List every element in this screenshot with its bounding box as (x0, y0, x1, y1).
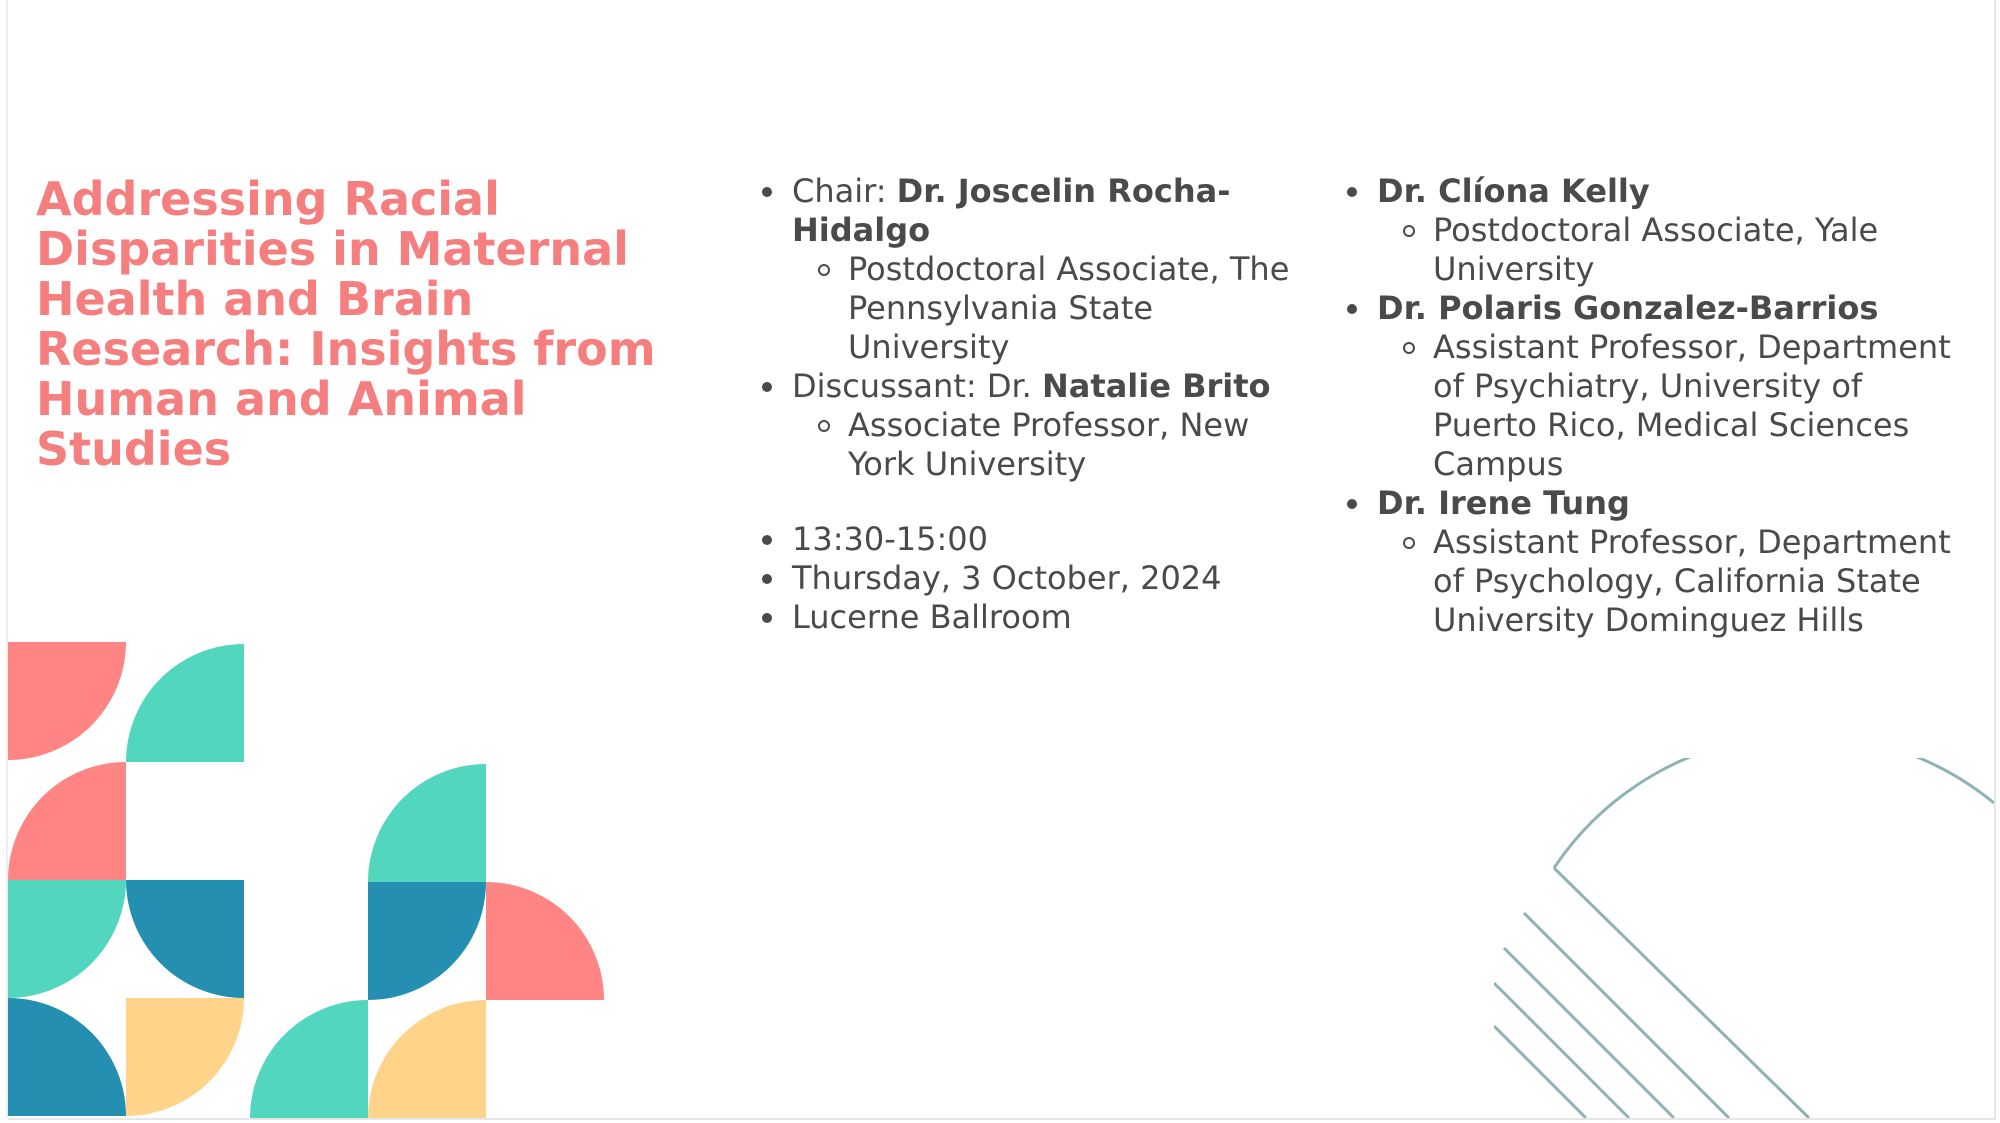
diagonal-line (1494, 1026, 1586, 1118)
session-info-column (758, 172, 1318, 637)
session-date: Thursday, 3 October, 2024 (792, 559, 1222, 597)
speaker-role: Assistant Professor, Department of Psychology, California State University Dominguez Hills (1433, 523, 1951, 639)
speaker-role-item (1343, 523, 1963, 640)
chair-name: Dr. Joscelin Rocha-Hidalgo (792, 172, 1231, 249)
session-location: Lucerne Ballroom (792, 598, 1072, 636)
discussant-item (758, 367, 1318, 406)
session-info-list (758, 172, 1318, 484)
quarter-circle-shape (126, 644, 244, 762)
speaker-name: Dr. Clíona Kelly (1377, 172, 1650, 210)
speaker-name-item (1343, 172, 1963, 211)
location-item (758, 598, 1318, 637)
speaker-role: Assistant Professor, Department of Psychiatry, University of Puerto Rico, Medical Sciences Campus (1433, 328, 1951, 483)
chair-role-item (758, 250, 1318, 367)
quarter-circle-shape (368, 882, 486, 1000)
chair-prefix: Chair: (792, 172, 897, 210)
quarter-circle-shape (126, 880, 244, 998)
quarter-circle-shape (8, 642, 126, 760)
quarter-circle-shape (250, 1000, 368, 1118)
speaker-role: Postdoctoral Associate, Yale University (1433, 211, 1879, 288)
speaker-name: Dr. Polaris Gonzalez-Barrios (1377, 289, 1879, 327)
logistics-list (758, 520, 1318, 637)
slide-title: Addressing Racial Disparities in Maternal Health and Brain Research: Insights from Human and Animal Studies (36, 172, 656, 476)
speakers-column (1343, 172, 1963, 640)
discussant-name: Natalie Brito (1042, 367, 1271, 405)
speakers-list (1343, 172, 1963, 640)
speaker-name: Dr. Irene Tung (1377, 484, 1630, 522)
diagonal-line (1494, 983, 1629, 1118)
speaker-name-item (1343, 289, 1963, 328)
discussant-prefix: Discussant: Dr. (792, 367, 1043, 405)
quarter-circle-shape (486, 882, 604, 1000)
speaker-role-item (1343, 211, 1963, 289)
arc-line (1554, 758, 1994, 868)
quarter-circle-shape (368, 1000, 486, 1118)
session-time: 13:30-15:00 (792, 520, 988, 558)
time-item (758, 520, 1318, 559)
date-item (758, 559, 1318, 598)
speaker-name-item (1343, 484, 1963, 523)
slide (8, 0, 1996, 1120)
discussant-role-item (758, 406, 1318, 484)
quarter-circle-shape (8, 880, 126, 998)
arc-lines-decoration (1494, 758, 1994, 1118)
chair-role: Postdoctoral Associate, The Pennsylvania State University (848, 250, 1290, 366)
geometric-mosaic-decoration (8, 640, 628, 1120)
speaker-role-item (1343, 328, 1963, 484)
diagonal-line (1504, 948, 1674, 1118)
quarter-circle-shape (8, 998, 126, 1116)
quarter-circle-shape (8, 762, 126, 880)
discussant-role: Associate Professor, New York University (848, 406, 1250, 483)
quarter-circle-shape (368, 764, 486, 882)
quarter-circle-shape (126, 998, 244, 1116)
chair-item (758, 172, 1318, 250)
